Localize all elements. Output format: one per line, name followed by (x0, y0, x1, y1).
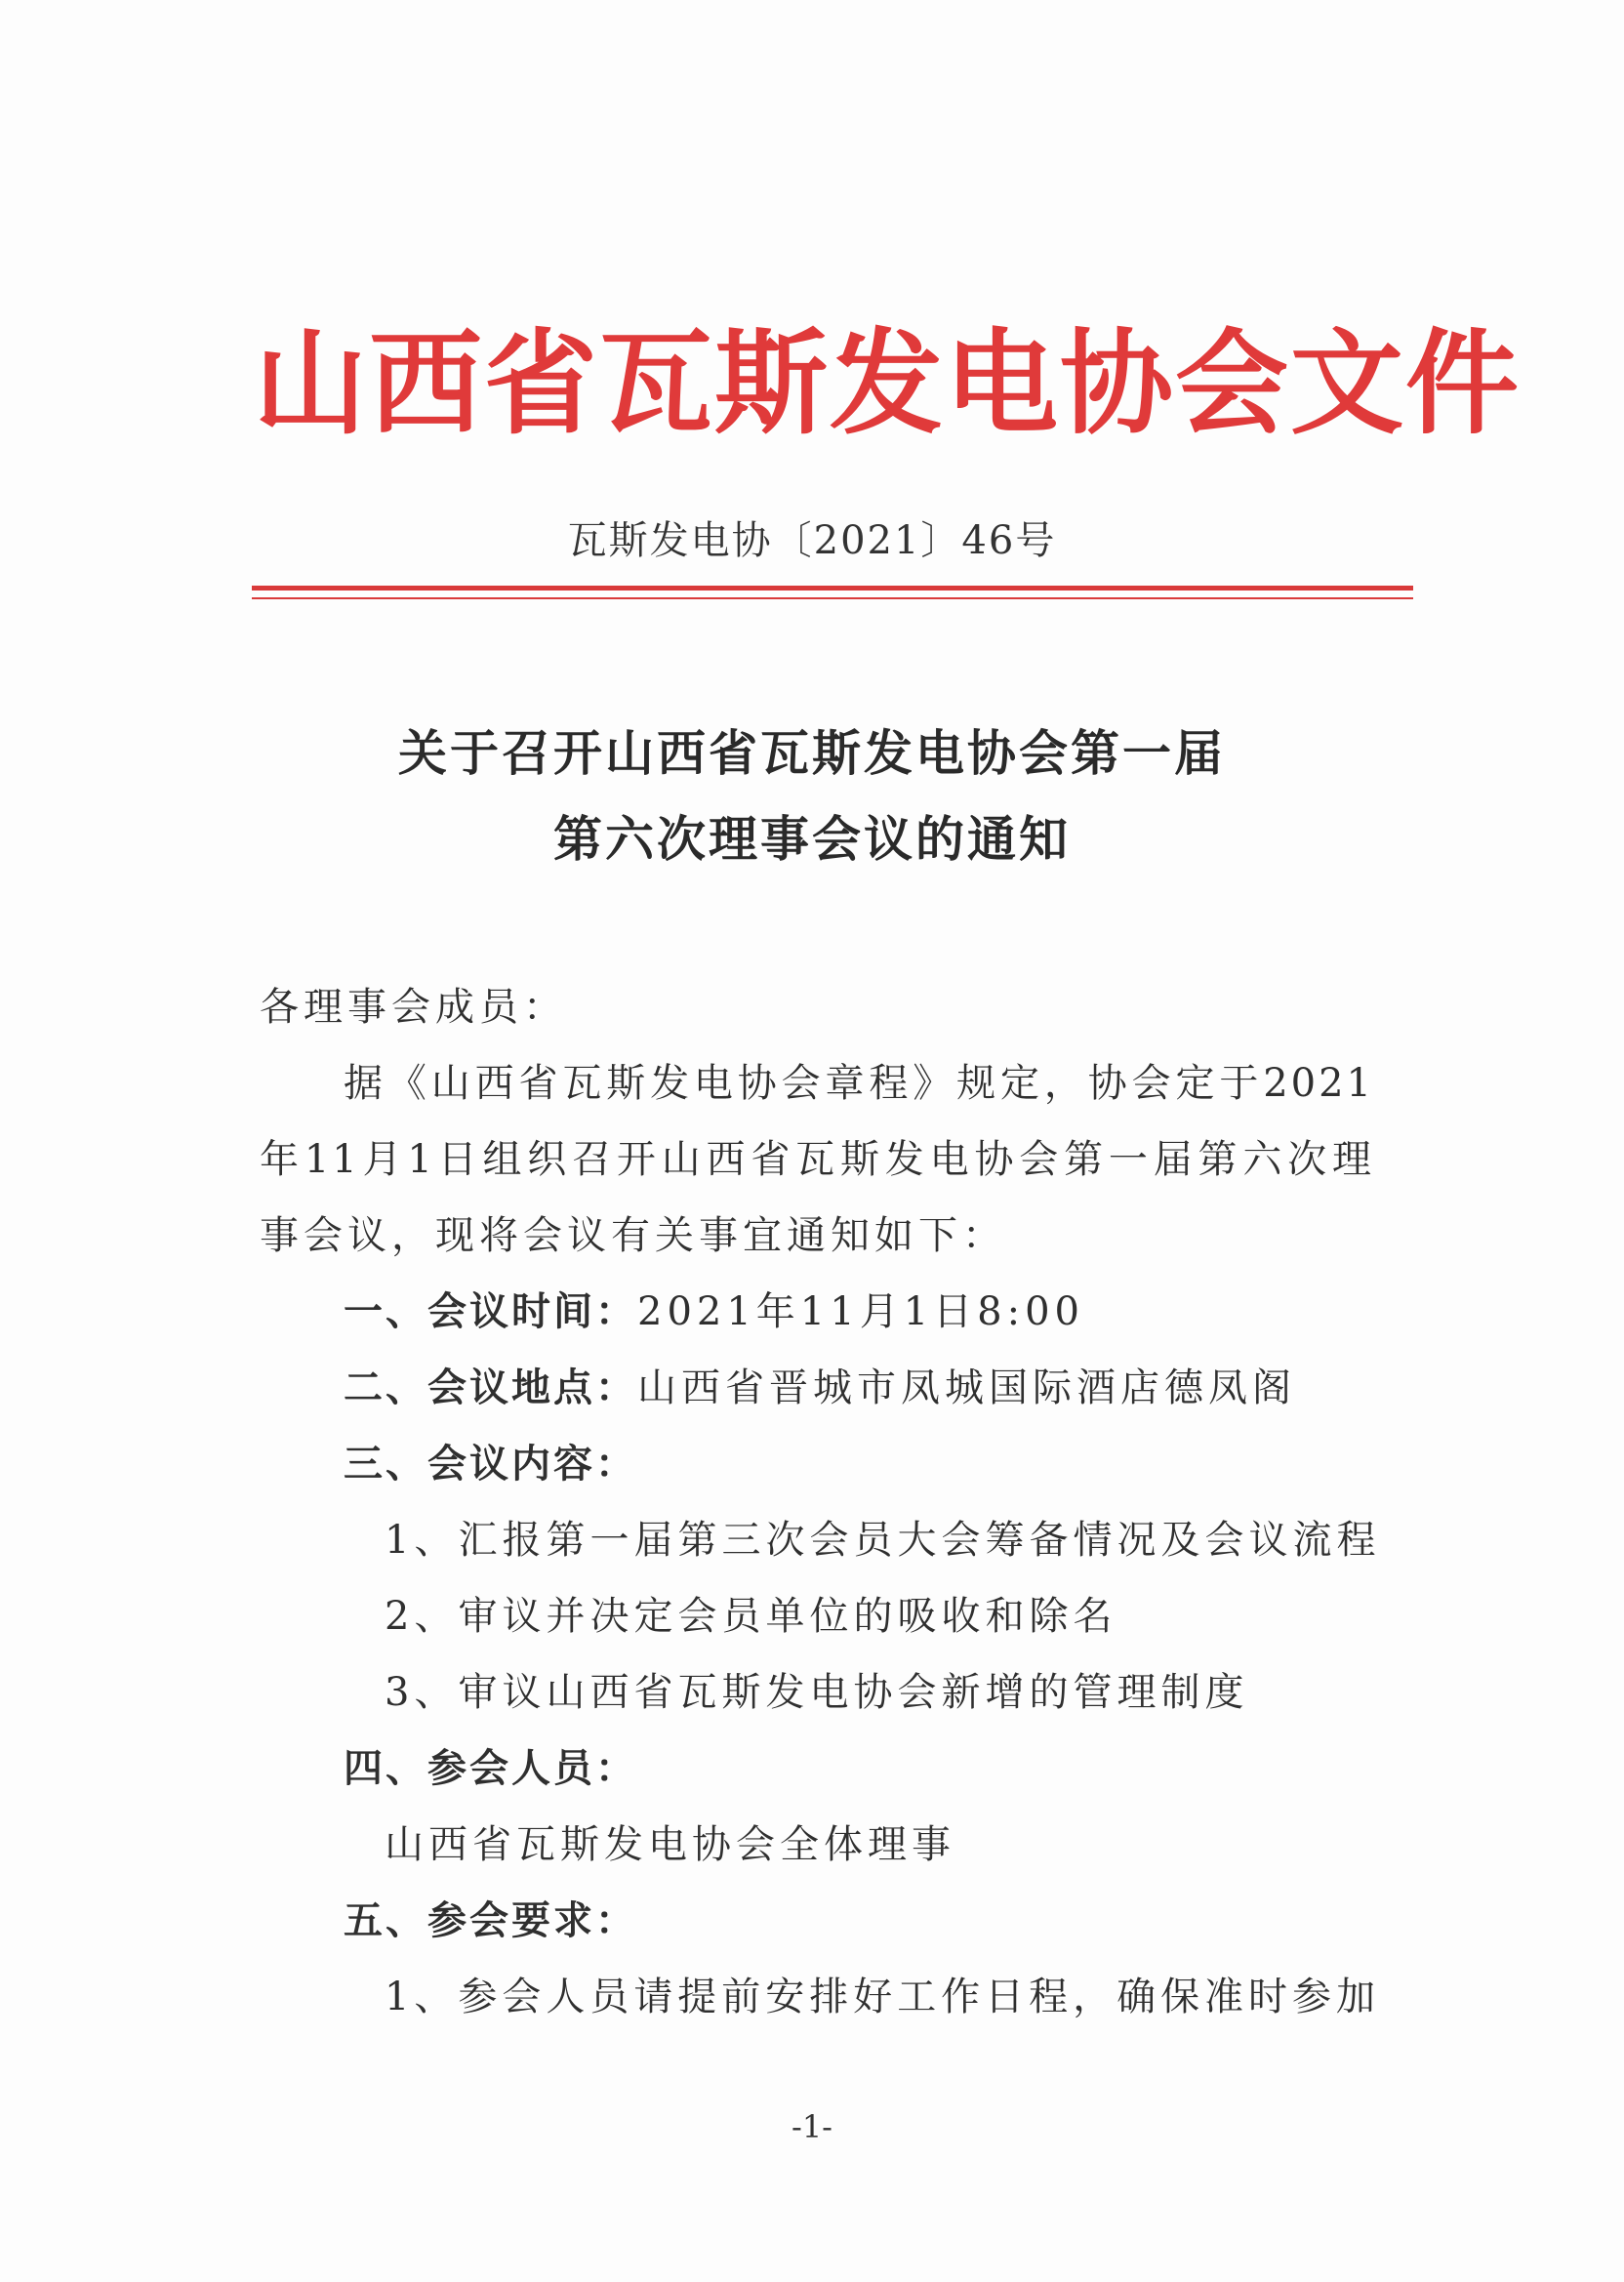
section-time (344, 1281, 1084, 1336)
section-time-content: 2021年11月1日8:00 (637, 1289, 1084, 1334)
header-rule-thin (252, 597, 1413, 599)
masthead-title: 山西省瓦斯发电协会文件 (254, 318, 1521, 450)
section-requirements-heading: 五、参会要求： (344, 1898, 637, 1943)
section-location (344, 1357, 1296, 1412)
section-agenda-heading: 三、会议内容： (344, 1442, 637, 1487)
agenda-item-3: 3、审议山西省瓦斯发电协会新增的管理制度 (385, 1670, 1249, 1715)
section-agenda (344, 1433, 637, 1488)
requirement-1: 1、参会人员请提前安排好工作日程，确保准时参加 (385, 1975, 1378, 2019)
notice-title-line-1: 关于召开山西省瓦斯发电协会第一届 (398, 725, 1226, 782)
agenda-item-1: 1、汇报第一届第三次会员大会筹备情况及会议流程 (385, 1518, 1381, 1563)
intro-line-1: 据《山西省瓦斯发电协会章程》规定，协会定于2021 (344, 1061, 1374, 1106)
intro-line-3: 事会议，现将会议有关事宜通知如下： (260, 1213, 1006, 1258)
salutation: 各理事会成员： (260, 985, 567, 1030)
page-number: -1- (792, 2108, 832, 2145)
header-rule-thick (252, 586, 1413, 591)
section-location-heading: 二、会议地点： (344, 1365, 637, 1410)
attendees-text: 山西省瓦斯发电协会全体理事 (385, 1822, 955, 1867)
document-number: 瓦斯发电协〔2021〕46号 (567, 518, 1057, 563)
section-attendees-heading: 四、参会人员： (344, 1746, 637, 1791)
section-requirements (344, 1890, 637, 1945)
section-time-heading: 一、会议时间： (344, 1289, 637, 1334)
intro-line-2: 年11月1日组织召开山西省瓦斯发电协会第一届第六次理 (260, 1137, 1374, 1182)
agenda-item-2: 2、审议并决定会员单位的吸收和除名 (385, 1594, 1117, 1639)
section-attendees (344, 1737, 637, 1793)
notice-title-line-2: 第六次理事会议的通知 (553, 811, 1071, 868)
section-location-content: 山西省晋城市凤城国际酒店德凤阁 (637, 1365, 1296, 1410)
